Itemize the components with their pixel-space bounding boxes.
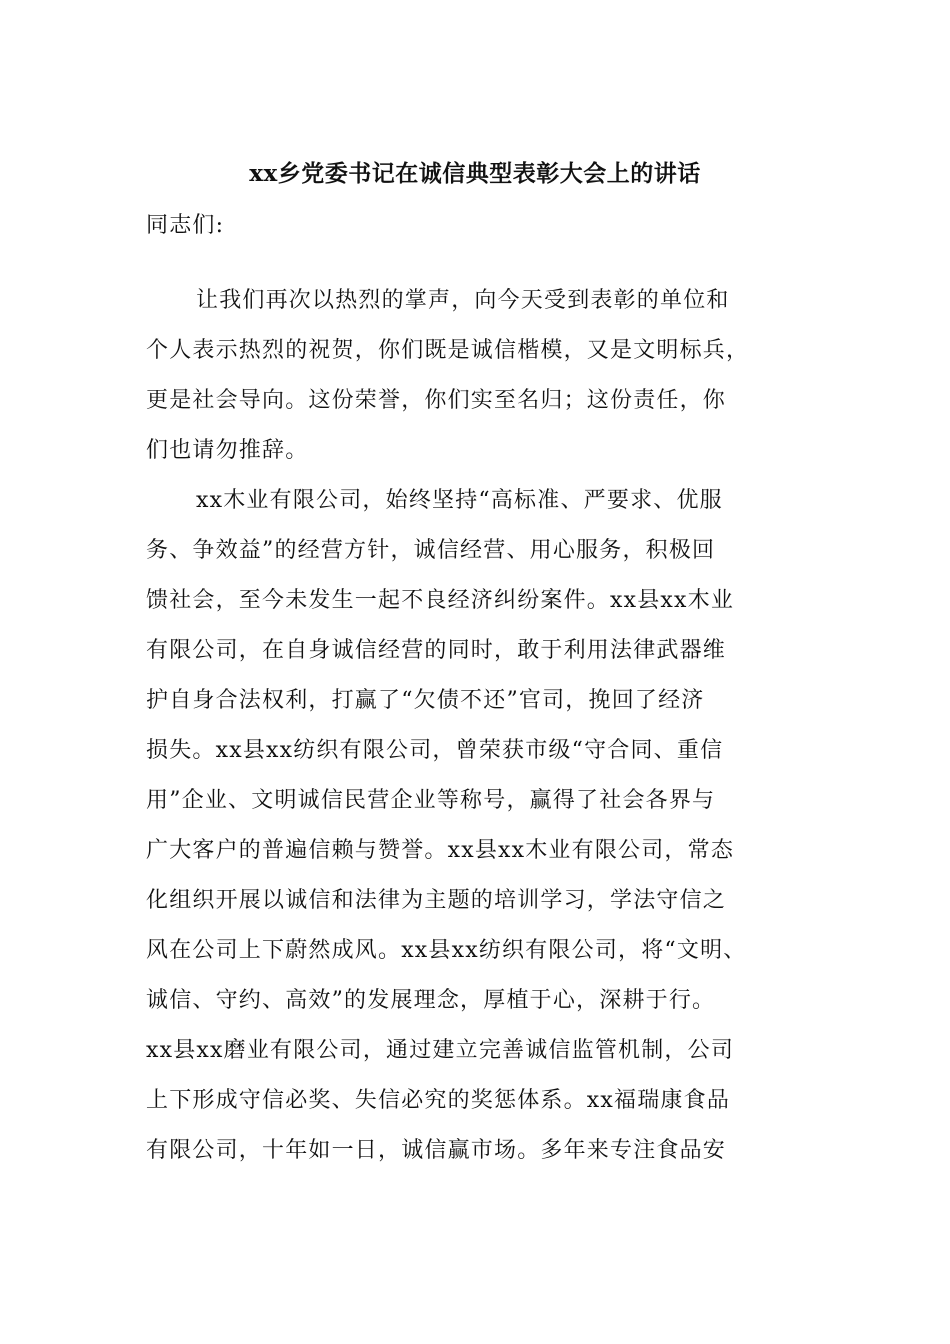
paragraph-line: 务、争效益”的经营方针，诚信经营、用心服务，积极回 bbox=[146, 538, 716, 563]
paragraph-line: 护自身合法权利，打赢了“欠债不还”官司，挽回了经济 bbox=[146, 688, 705, 713]
paragraph-line: 们也请勿推辞。 bbox=[146, 438, 309, 463]
paragraph-line: 更是社会导向。这份荣誉，你们实至名归；这份责任，你 bbox=[146, 388, 727, 413]
paragraph-line: xx木业有限公司，始终坚持“高标准、严要求、优服 bbox=[196, 488, 723, 513]
paragraph-line: 风在公司上下蔚然成风。xx县xx纺织有限公司，将“文明、 bbox=[146, 938, 747, 963]
paragraph-line: 损失。xx县xx纺织有限公司，曾荣获市级“守合同、重信 bbox=[146, 738, 724, 763]
paragraph-line: 化组织开展以诚信和法律为主题的培训学习，学法守信之 bbox=[146, 888, 727, 913]
paragraph-line: 有限公司，十年如一日，诚信赢市场。多年来专注食品安 bbox=[146, 1138, 727, 1163]
paragraph-line: 让我们再次以热烈的掌声，向今天受到表彰的单位和 bbox=[196, 288, 730, 313]
salutation: 同志们: bbox=[146, 213, 225, 238]
document-title: xx乡党委书记在诚信典型表彰大会上的讲话 bbox=[249, 160, 701, 187]
paragraph-line: 用”企业、文明诚信民营企业等称号，赢得了社会各界与 bbox=[146, 788, 716, 813]
paragraph-line: 上下形成守信必奖、失信必究的奖惩体系。xx福瑞康食品 bbox=[146, 1088, 731, 1113]
paragraph-line: 个人表示热烈的祝贺，你们既是诚信楷模，又是文明标兵， bbox=[146, 338, 750, 363]
paragraph-line: 有限公司，在自身诚信经营的同时，敢于利用法律武器维 bbox=[146, 638, 727, 663]
paragraph-line: 广大客户的普遍信赖与赞誉。xx县xx木业有限公司，常态 bbox=[146, 838, 735, 863]
paragraph-line: xx县xx磨业有限公司，通过建立完善诚信监管机制，公司 bbox=[146, 1038, 735, 1063]
paragraph-line: 诚信、守约、高效”的发展理念，厚植于心，深耕于行。 bbox=[146, 988, 716, 1013]
paragraph-line: 馈社会，至今未发生一起不良经济纠纷案件。xx县xx木业 bbox=[146, 588, 735, 613]
